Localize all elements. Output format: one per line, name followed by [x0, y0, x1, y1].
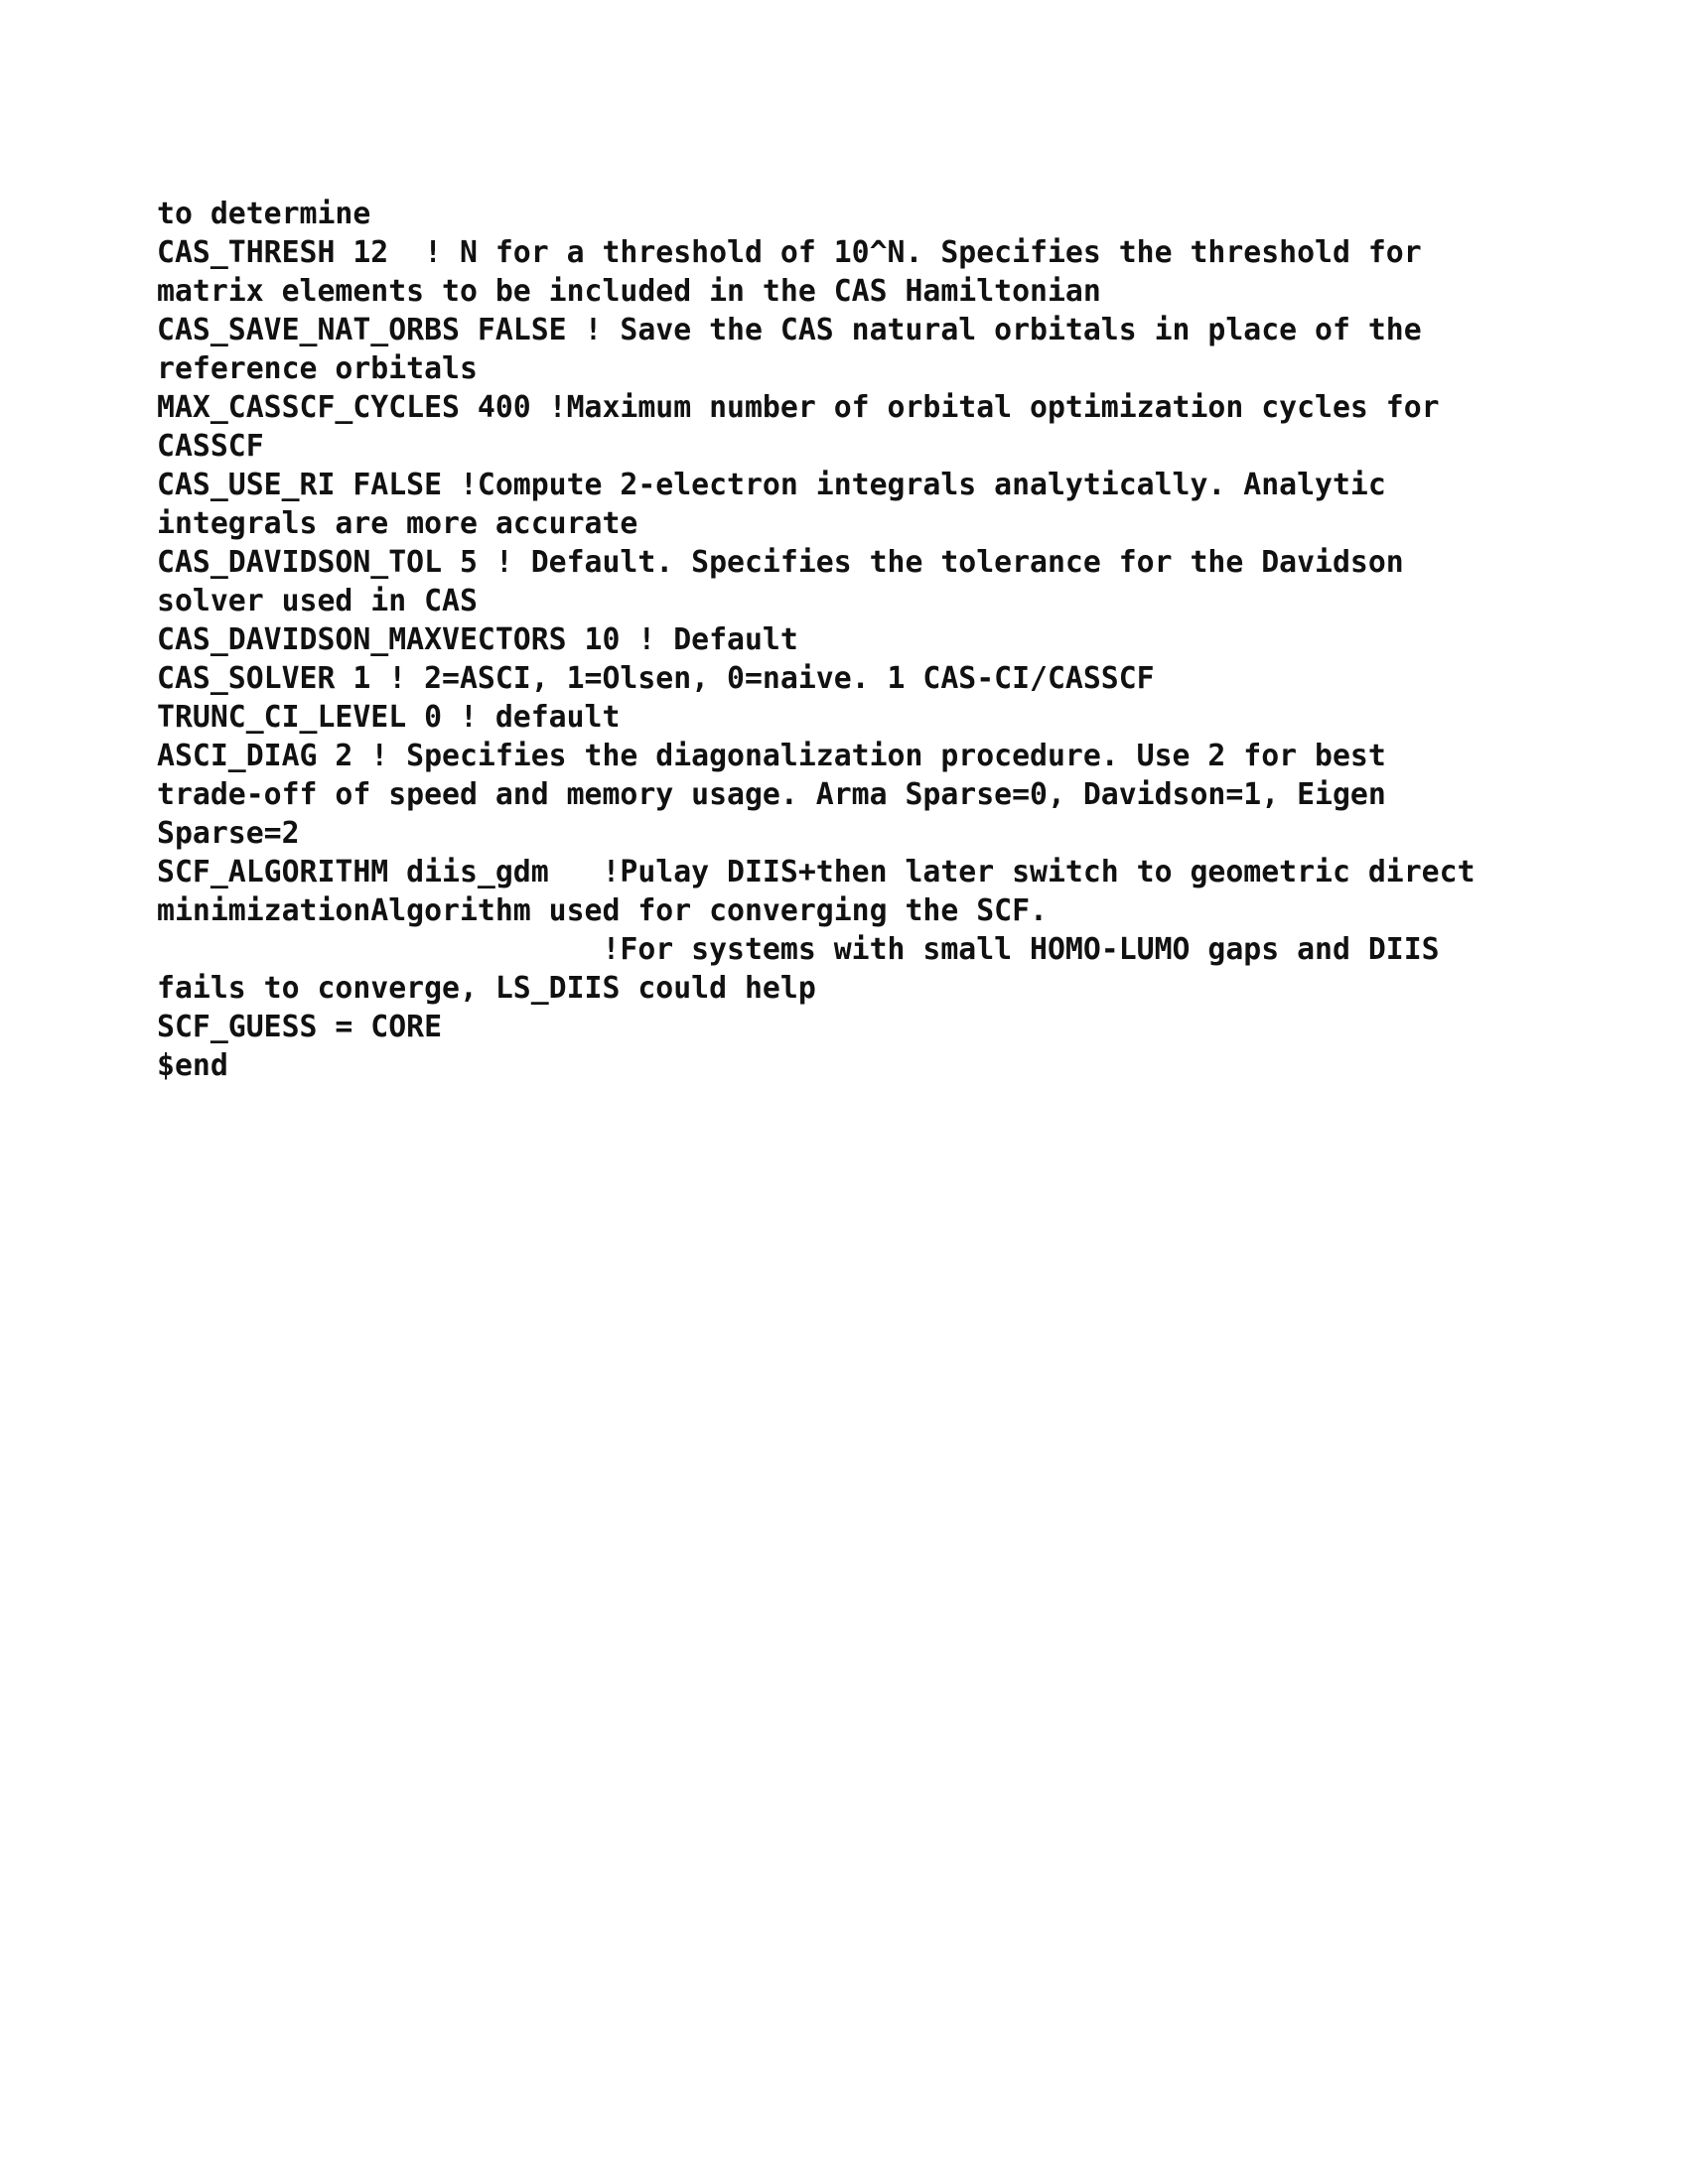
text-line: solver used in CAS [157, 584, 478, 618]
text-line: CASSCF [157, 429, 264, 464]
text-line: CAS_SOLVER 1 ! 2=ASCI, 1=Olsen, 0=naive. 1 CAS-CI/CASSCF [157, 661, 1155, 696]
text-line: matrix elements to be included in the CAS Hamiltonian [157, 274, 1101, 309]
text-line: CAS_DAVIDSON_TOL 5 ! Default. Specifies the tolerance for the Davidson [157, 545, 1404, 580]
text-line: ASCI_DIAG 2 ! Specifies the diagonalization procedure. Use 2 for best [157, 739, 1386, 773]
text-line: fails to converge, LS_DIIS could help [157, 971, 816, 1006]
text-line: CAS_USE_RI FALSE !Compute 2-electron integrals analytically. Analytic [157, 468, 1386, 502]
text-line: to determine [157, 197, 371, 231]
text-line: SCF_ALGORITHM diis_gdm !Pulay DIIS+then later switch to geometric direct [157, 855, 1476, 889]
text-line: !For systems with small HOMO-LUMO gaps and DIIS [157, 932, 1440, 967]
input-file-text [157, 195, 1567, 1085]
text-line: $end [157, 1048, 228, 1083]
text-line: TRUNC_CI_LEVEL 0 ! default [157, 700, 621, 735]
text-line: CAS_DAVIDSON_MAXVECTORS 10 ! Default [157, 622, 798, 657]
text-line: trade-off of speed and memory usage. Arma Sparse=0, Davidson=1, Eigen [157, 777, 1386, 812]
text-line: CAS_SAVE_NAT_ORBS FALSE ! Save the CAS natural orbitals in place of the [157, 313, 1422, 347]
text-line: MAX_CASSCF_CYCLES 400 !Maximum number of orbital optimization cycles for [157, 390, 1440, 425]
text-line: minimizationAlgorithm used for converging the SCF. [157, 893, 1048, 928]
text-line: reference orbitals [157, 351, 478, 386]
text-line: Sparse=2 [157, 816, 300, 851]
text-line: SCF_GUESS = CORE [157, 1010, 443, 1044]
text-line: CAS_THRESH 12 ! N for a threshold of 10^N. Specifies the threshold for [157, 235, 1422, 270]
text-line: integrals are more accurate [157, 506, 638, 541]
